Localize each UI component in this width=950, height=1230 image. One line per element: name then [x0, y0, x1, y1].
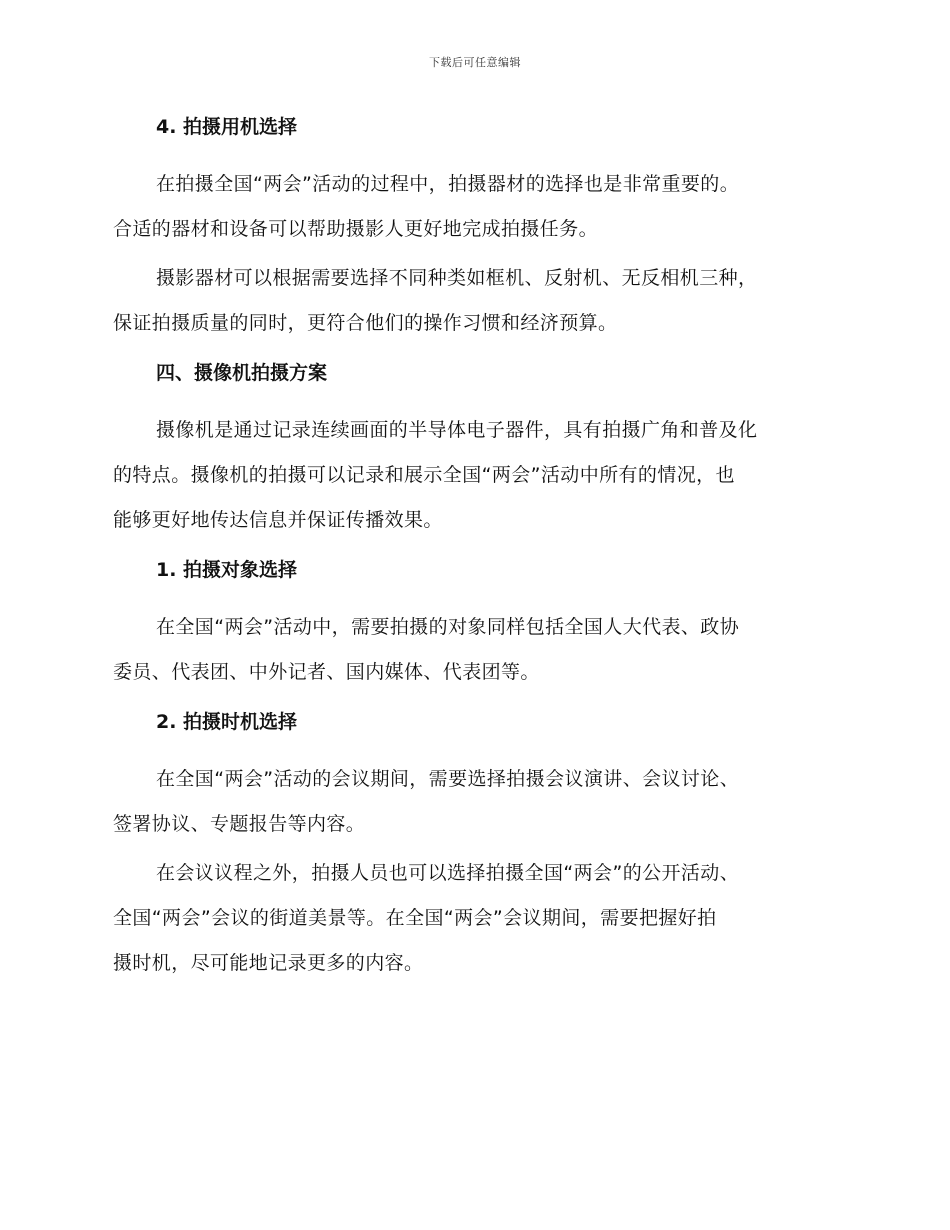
paragraph-line: 摄影器材可以根据需要选择不同种类如框机、反射机、无反相机三种， [156, 267, 758, 289]
paragraph-line: 合适的器材和设备可以帮助摄影人更好地完成拍摄任务。 [113, 218, 599, 240]
paragraph-line: 保证拍摄质量的同时，更符合他们的操作习惯和经济预算。 [113, 312, 618, 334]
paragraph-line: 在全国“两会”活动中，需要拍摄的对象同样包括全国人大代表、政协 [156, 616, 740, 638]
paragraph-line: 全国“两会”会议的街道美景等。在全国“两会”会议期间，需要把握好拍 [113, 907, 717, 929]
paragraph-line: 摄像机是通过记录连续画面的半导体电子器件，具有拍摄广角和普及化 [156, 419, 758, 441]
paragraph-line: 委员、代表团、中外记者、国内媒体、代表团等。 [113, 661, 540, 683]
section-heading: 四、摄像机拍摄方案 [156, 362, 328, 384]
paragraph [113, 256, 833, 346]
paragraph-line: 的特点。摄像机的拍摄可以记录和展示全国“两会”活动中所有的情况，也 [113, 464, 735, 486]
section-heading: 1. 拍摄对象选择 [156, 559, 298, 581]
paragraph-line: 能够更好地传达信息并保证传播效果。 [113, 509, 443, 531]
paragraph [113, 757, 833, 847]
section-heading: 2. 拍摄时机选择 [156, 711, 298, 733]
paragraph [113, 851, 833, 986]
paragraph-line: 在会议议程之外，拍摄人员也可以选择拍摄全国“两会”的公开活动、 [156, 862, 740, 884]
paragraph [113, 408, 833, 543]
section-heading: 4. 拍摄用机选择 [156, 116, 298, 138]
paragraph-line: 在全国“两会”活动的会议期间，需要选择拍摄会议演讲、会议讨论、 [156, 768, 740, 790]
paragraph-line: 签署协议、专题报告等内容。 [113, 813, 366, 835]
page-header: 下载后可任意编辑 [429, 56, 521, 69]
paragraph-line: 摄时机，尽可能地记录更多的内容。 [113, 952, 424, 974]
paragraph [113, 605, 833, 695]
paragraph-line: 在拍摄全国“两会”活动的过程中，拍摄器材的选择也是非常重要的。 [156, 173, 740, 195]
document-body [113, 112, 833, 998]
paragraph [113, 162, 833, 252]
